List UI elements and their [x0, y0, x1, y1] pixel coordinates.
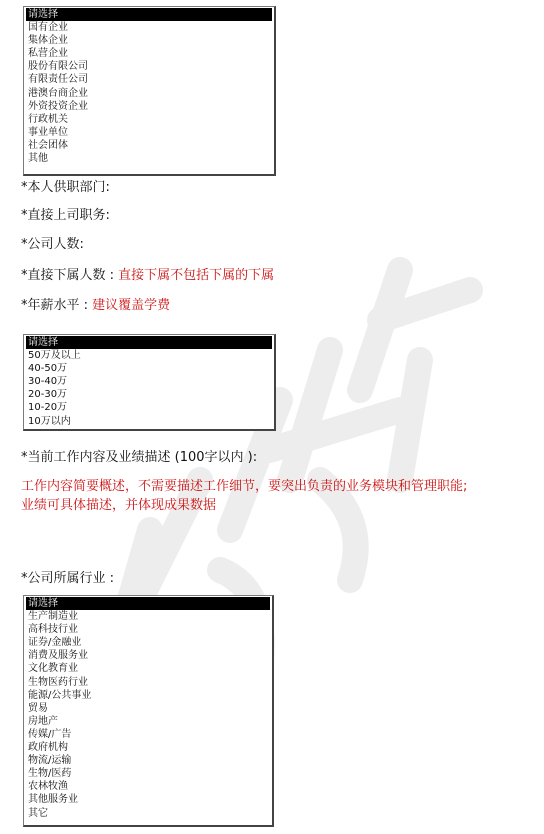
industry-label: *公司所属行业 :	[21, 571, 115, 586]
list-option[interactable]: 国有企业	[28, 22, 68, 34]
salary-label: *年薪水平 :	[21, 298, 89, 313]
job-description-label: *当前工作内容及业绩描述 (100字以内 ):	[21, 450, 258, 465]
job-description-note-line1: 工作内容简要概述，不需要描述工作细节，要突出负责的业务模块和管理职能;	[21, 479, 468, 494]
list-option[interactable]: 生物医药行业	[28, 676, 88, 688]
list-option[interactable]: 社会团体	[28, 139, 68, 151]
list-option[interactable]: 其他	[28, 153, 48, 165]
list-option[interactable]: 有限责任公司	[28, 74, 88, 86]
industry-listbox[interactable]	[23, 595, 274, 827]
list-option-selected[interactable]: 请选择	[26, 8, 272, 21]
list-option[interactable]: 事业单位	[28, 126, 68, 138]
list-option[interactable]: 外资投资企业	[28, 100, 88, 112]
list-option[interactable]: 其他服务业	[28, 794, 78, 806]
list-option[interactable]: 传媒/广告	[28, 728, 72, 740]
subordinates-label: *直接下属人数 :	[21, 268, 115, 283]
list-option[interactable]: 高科技行业	[28, 624, 78, 636]
list-option[interactable]: 政府机构	[28, 742, 68, 754]
job-description-note-line2: 业绩可具体描述，并体现成果数据	[21, 498, 217, 513]
list-option[interactable]: 50万及以上	[28, 350, 81, 362]
list-option[interactable]: 10-20万	[28, 402, 68, 414]
list-option[interactable]: 文化教育业	[28, 663, 78, 675]
department-label: *本人供职部门:	[21, 180, 110, 195]
salary-listbox[interactable]	[23, 334, 276, 431]
list-option[interactable]: 农林牧渔	[28, 781, 68, 793]
list-option[interactable]: 10万以内	[28, 415, 71, 427]
salary-note: 建议覆盖学费	[92, 298, 171, 313]
list-option[interactable]: 私营企业	[28, 48, 68, 60]
list-option[interactable]: 生产制造业	[28, 611, 78, 623]
list-option[interactable]: 30-40万	[28, 376, 68, 388]
list-option[interactable]: 消费及服务业	[28, 650, 88, 662]
list-option[interactable]: 行政机关	[28, 113, 68, 125]
list-option[interactable]: 贸易	[28, 702, 48, 714]
list-option[interactable]: 集体企业	[28, 35, 68, 47]
supervisor-title-label: *直接上司职务:	[21, 208, 110, 223]
list-option[interactable]: 股份有限公司	[28, 61, 88, 73]
salary-row	[21, 298, 170, 314]
list-option[interactable]: 房地产	[28, 715, 58, 727]
list-option[interactable]: 物流/运输	[28, 755, 72, 767]
list-option[interactable]: 其它	[28, 807, 48, 819]
list-option[interactable]: 证券/金融业	[28, 637, 82, 649]
company-size-label: *公司人数:	[21, 237, 84, 252]
list-option-selected[interactable]: 请选择	[26, 336, 272, 349]
list-option[interactable]: 40-50万	[28, 363, 68, 375]
list-option[interactable]: 20-30万	[28, 389, 68, 401]
subordinates-note: 直接下属不包括下属的下属	[118, 268, 275, 283]
list-option[interactable]: 港澳台商企业	[28, 87, 88, 99]
list-option[interactable]: 生物/医药	[28, 768, 72, 780]
subordinates-row	[21, 268, 274, 284]
company-type-listbox[interactable]	[23, 6, 276, 176]
list-option[interactable]: 能源/公共事业	[28, 689, 92, 701]
list-option-selected[interactable]: 请选择	[26, 597, 270, 610]
